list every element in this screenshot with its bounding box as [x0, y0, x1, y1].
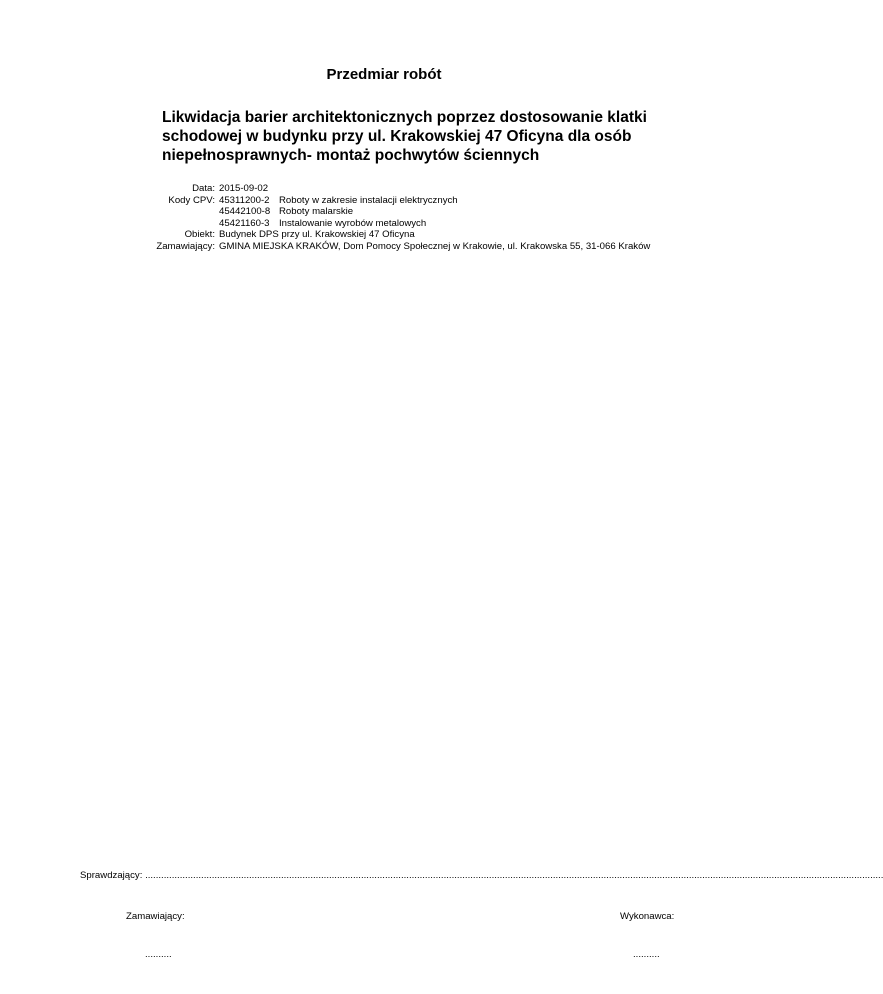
- cpv-code: 45442100-8: [219, 206, 271, 218]
- cpv-code: 45421160-3: [219, 217, 270, 229]
- object-label: Obiekt:: [184, 229, 215, 241]
- client-value: GMINA MIEJSKA KRAKÓW, Dom Pomocy Społecznej w Krakowie, ul. Krakowska 55, 31-066 Kraków: [219, 240, 651, 252]
- object-value: Budynek DPS przy ul. Krakowskiej 47 Oficyna: [219, 229, 415, 241]
- checker-label: Sprawdzający:: [80, 870, 143, 881]
- cpv-entry: [219, 206, 353, 218]
- cpv-description: Roboty w zakresie instalacji elektrycznych: [279, 194, 458, 206]
- meta-row-client: [0, 241, 768, 253]
- checker-dots: .....................................................................................................................................................................................................................................................................................: [145, 870, 883, 881]
- page-title: Przedmiar robót: [326, 66, 442, 83]
- meta-row-date: [0, 183, 768, 195]
- cpv-description: Instalowanie wyrobów metalowych: [279, 217, 427, 229]
- cpv-code: 45311200-2: [219, 194, 270, 206]
- meta-row-object: [0, 229, 768, 241]
- date-label: Data:: [192, 183, 215, 194]
- meta-row-cpv-2: [0, 206, 768, 218]
- client-signature-label: Zamawiający:: [126, 911, 185, 922]
- cpv-entry: [219, 195, 458, 207]
- date-value: 2015-09-02: [219, 183, 269, 194]
- client-signature-dots: ..........: [145, 949, 172, 960]
- cpv-description: Roboty malarskie: [279, 206, 354, 218]
- meta-row-cpv-1: [0, 195, 768, 207]
- contractor-signature-label: Wykonawca:: [620, 911, 675, 922]
- meta-row-cpv-3: [0, 218, 768, 230]
- contractor-signature-dots: ..........: [633, 949, 660, 960]
- project-title: Likwidacja barier architektonicznych poprzez dostosowanie klatki schodowej w budynku przy ul. Krakowskiej 47 Oficyna dla osób niepełnosprawnych- montaż pochwytów ściennych: [162, 109, 647, 164]
- client-label: Zamawiający:: [156, 240, 215, 252]
- cpv-entry: [219, 218, 426, 230]
- cpv-label: Kody CPV:: [168, 194, 215, 206]
- metadata-block: [0, 183, 768, 253]
- checker-line: [80, 870, 883, 881]
